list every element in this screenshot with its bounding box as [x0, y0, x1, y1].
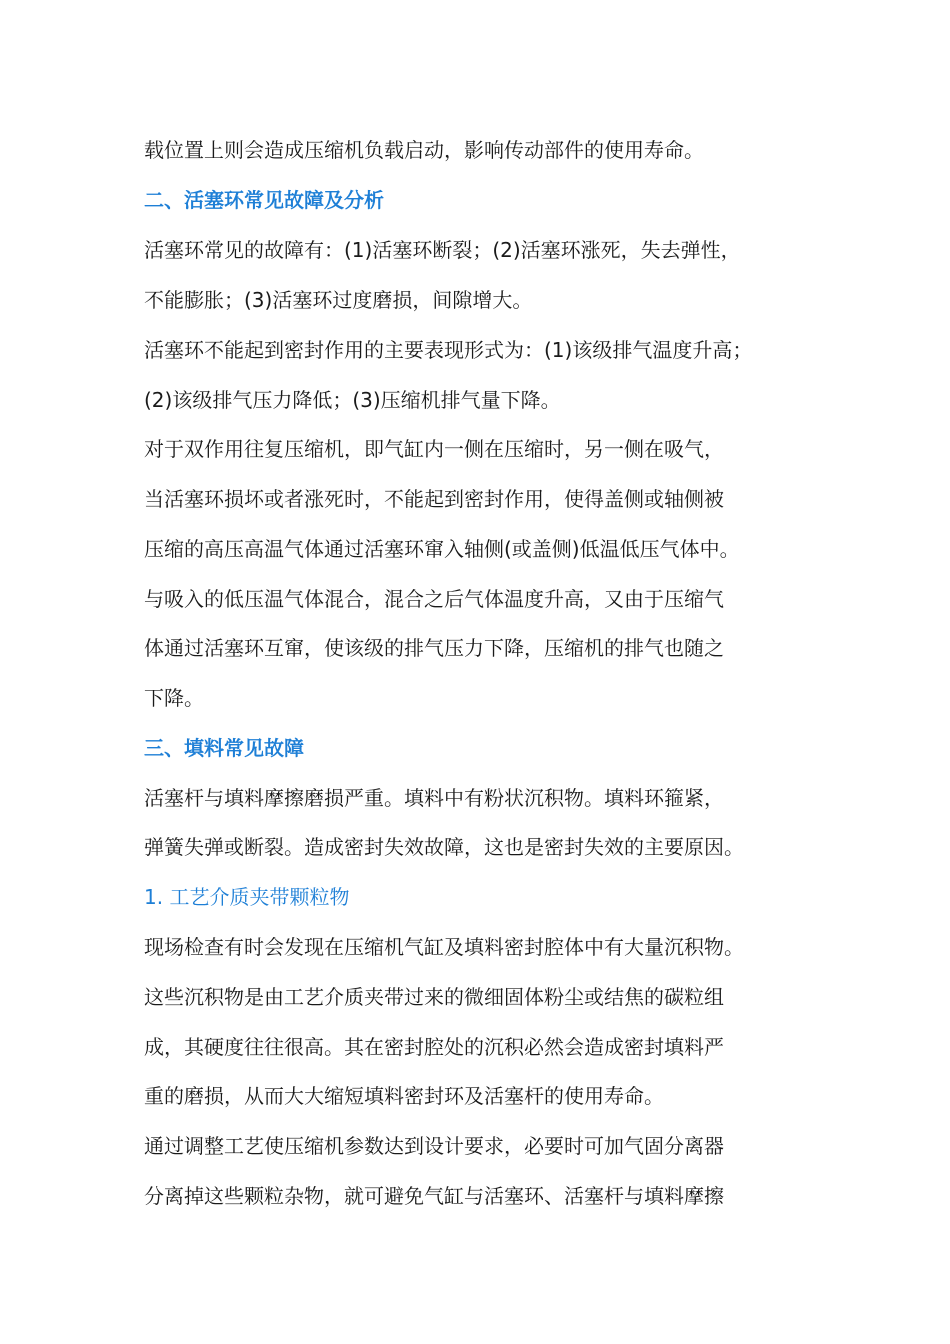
paragraph-line: 当活塞环损坏或者涨死时，不能起到密封作用，使得盖侧或轴侧被	[144, 487, 724, 511]
paragraph-line: 这些沉积物是由工艺介质夹带过来的微细固体粉尘或结焦的碳粒组	[144, 985, 724, 1009]
paragraph-line: 活塞环常见的故障有：(1)活塞环断裂；(2)活塞环涨死，失去弹性，	[144, 238, 741, 262]
section-heading-packing: 三、填料常见故障	[144, 736, 304, 760]
paragraph-line: 不能膨胀；(3)活塞环过度磨损，间隙增大。	[144, 288, 533, 312]
paragraph-line: 对于双作用往复压缩机，即气缸内一侧在压缩时，另一侧在吸气，	[144, 437, 724, 461]
paragraph-line: 下降。	[144, 686, 204, 710]
paragraph-line: (2)该级排气压力降低；(3)压缩机排气量下降。	[144, 388, 561, 412]
paragraph-line: 活塞环不能起到密封作用的主要表现形式为：(1)该级排气温度升高；	[144, 338, 753, 362]
paragraph-line: 弹簧失弹或断裂。造成密封失效故障，这也是密封失效的主要原因。	[144, 835, 744, 859]
paragraph-line: 体通过活塞环互窜，使该级的排气压力下降，压缩机的排气也随之	[144, 636, 724, 660]
paragraph-line: 成，其硬度往往很高。其在密封腔处的沉积必然会造成密封填料严	[144, 1035, 724, 1059]
paragraph-line: 现场检查有时会发现在压缩机气缸及填料密封腔体中有大量沉积物。	[144, 935, 744, 959]
paragraph-line: 活塞杆与填料摩擦磨损严重。填料中有粉状沉积物。填料环箍紧，	[144, 786, 724, 810]
paragraph-line: 重的磨损，从而大大缩短填料密封环及活塞杆的使用寿命。	[144, 1084, 664, 1108]
paragraph-line: 压缩的高压高温气体通过活塞环窜入轴侧(或盖侧)低温低压气体中。	[144, 537, 740, 561]
section-heading-piston-ring: 二、活塞环常见故障及分析	[144, 188, 384, 212]
paragraph-line: 载位置上则会造成压缩机负载启动，影响传动部件的使用寿命。	[144, 138, 704, 162]
paragraph-line: 分离掉这些颗粒杂物，就可避免气缸与活塞环、活塞杆与填料摩擦	[144, 1184, 724, 1208]
paragraph-line: 与吸入的低压温气体混合，混合之后气体温度升高，又由于压缩气	[144, 587, 724, 611]
subsection-heading-particles: 1. 工艺介质夹带颗粒物	[144, 885, 350, 909]
paragraph-line: 通过调整工艺使压缩机参数达到设计要求，必要时可加气固分离器	[144, 1134, 724, 1158]
